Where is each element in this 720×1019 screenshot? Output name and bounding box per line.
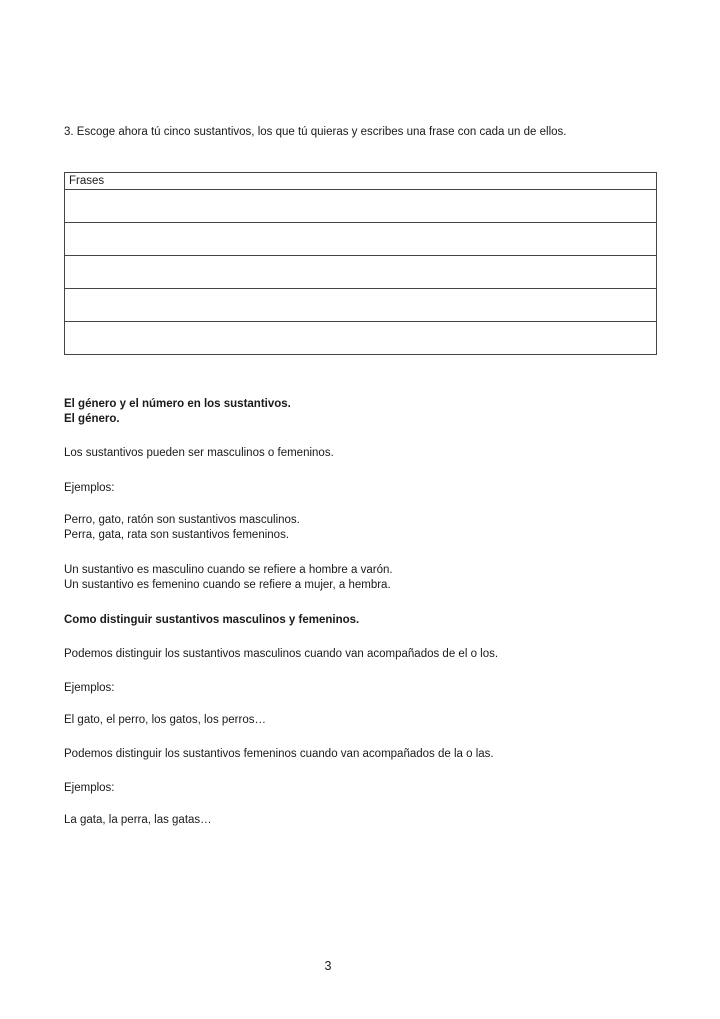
feminine-examples: La gata, la perra, las gatas…: [64, 814, 212, 826]
gender-intro: Los sustantivos pueden ser masculinos o femeninos.: [64, 447, 334, 459]
example-line: Perro, gato, ratón son sustantivos masculinos.: [64, 514, 300, 526]
page-number: 3: [324, 959, 332, 973]
page-number-container: [0, 959, 656, 973]
example-line: Perra, gata, rata son sustantivos femeninos.: [64, 529, 290, 541]
heading-line: El género.: [64, 413, 120, 425]
sentences-table: [64, 172, 657, 355]
gender-examples: [64, 513, 664, 543]
section-heading-gender-number: [64, 397, 664, 427]
rule-line: Un sustantivo es femenino cuando se refiere a mujer, a hembra.: [64, 579, 391, 591]
rule-line: Un sustantivo es masculino cuando se refiere a hombre a varón.: [64, 564, 393, 576]
table-row: [65, 223, 657, 256]
exercise-instruction: 3. Escoge ahora tú cinco sustantivos, los que tú quieras y escribes una frase con cada un de ellos.: [64, 126, 567, 138]
heading-line: El género y el número en los sustantivos.: [64, 398, 291, 410]
table-cell: [65, 322, 657, 355]
examples-label: Ejemplos:: [64, 482, 115, 494]
table-row: [65, 322, 657, 355]
table-row: [65, 256, 657, 289]
table-cell: [65, 256, 657, 289]
table-cell: [65, 190, 657, 223]
table-header-row: [65, 173, 657, 190]
table-header-cell: Frases: [65, 173, 657, 190]
gender-rules: [64, 563, 664, 593]
examples-label: Ejemplos:: [64, 682, 115, 694]
table-cell: [65, 223, 657, 256]
masculine-examples: El gato, el perro, los gatos, los perros…: [64, 714, 266, 726]
table-row: [65, 289, 657, 322]
examples-label: Ejemplos:: [64, 782, 115, 794]
feminine-rule: Podemos distinguir los sustantivos femeninos cuando van acompañados de la o las.: [64, 748, 494, 760]
table-row: [65, 190, 657, 223]
masculine-rule: Podemos distinguir los sustantivos masculinos cuando van acompañados de el o los.: [64, 648, 499, 660]
section-heading-distinguish: Como distinguir sustantivos masculinos y femeninos.: [64, 614, 360, 626]
table-cell: [65, 289, 657, 322]
